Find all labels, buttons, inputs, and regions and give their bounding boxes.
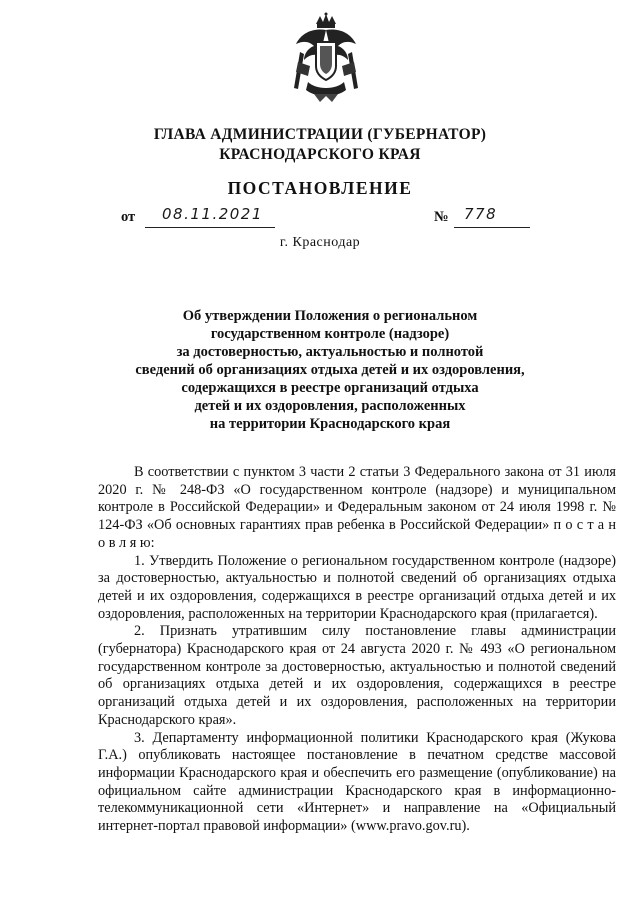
subject-line: на территории Краснодарского края xyxy=(209,416,451,432)
authority-title-line-1: ГЛАВА АДМИНИСТРАЦИИ (ГУБЕРНАТОР) xyxy=(153,126,487,143)
clause-3-paragraph: 3. Департаменту информационной политики Краснодарского края (Жукова Г.А.) опубликовать настоящее постановление в печатном средстве массовой информации Краснодарского края и обеспечить его размещение (опубликование) на официальном сайте администрации Краснодарского края в информационно-телекоммуникационной сети «Интернет» и направление на «Официальный интернет-портал правовой информации» (www.pravo.gov.ru). xyxy=(98,729,616,835)
preamble-paragraph: В соответствии с пунктом 3 части 2 статьи 3 Федерального закона от 31 июля 2020 г. № 248-ФЗ «О государственном контроле (надзоре) и муниципальном контроле в Российской Федерации» и Федеральным законом от 24 июля 1998 г. № 124-ФЗ «Об основных гарантиях прав ребенка в Российской Федерации» п о с т а н о в л я ю: xyxy=(98,464,616,551)
subject-line: содержащихся в реестре организаций отдыха xyxy=(181,380,479,396)
document-type-title: ПОСТАНОВЛЕНИЕ xyxy=(227,178,413,198)
authority-title-line-2: КРАСНОДАРСКОГО КРАЯ xyxy=(219,146,421,163)
subject-line: Об утверждении Положения о региональном xyxy=(182,308,478,324)
city-line: г. Краснодар xyxy=(279,235,361,250)
handwritten-date: 08.11.2021 xyxy=(162,205,263,223)
subject-line: детей и их оздоровления, расположенных xyxy=(194,398,466,414)
subject-line: за достоверностью, актуальностью и полнотой xyxy=(176,344,484,360)
subject-line: государственном контроле (надзоре) xyxy=(210,326,450,342)
subject-line: сведений об организациях отдыха детей и их оздоровления, xyxy=(135,362,525,378)
handwritten-number: 778 xyxy=(464,205,498,223)
number-underline xyxy=(454,227,530,228)
clause-2-paragraph: 2. Признать утратившим силу постановление главы администрации (губернатора) Краснодарского края от 24 августа 2020 г. № 493 «О региональном государственном контроле за достоверностью, актуальностью и полнотой сведений об организациях отдыха детей и их оздоровления, содержащихся в реестре организаций отдыха детей и их оздоровления, расположенных на территории Краснодарского края». xyxy=(98,623,616,728)
document-body xyxy=(98,464,616,836)
number-label: № xyxy=(434,209,449,225)
date-underline xyxy=(145,227,275,228)
document-subject xyxy=(120,307,540,433)
date-label: от xyxy=(121,209,136,225)
coat-of-arms-emblem xyxy=(290,12,362,104)
clause-1-paragraph: 1. Утвердить Положение о региональном государственном контроле (надзоре) за достоверностью, актуальностью и полнотой сведений об организациях отдыха детей и их оздоровления, содержащихся в реестре организаций отдыха детей и их оздоровления, расположенных на территории Краснодарского края (прилагается). xyxy=(98,552,616,622)
